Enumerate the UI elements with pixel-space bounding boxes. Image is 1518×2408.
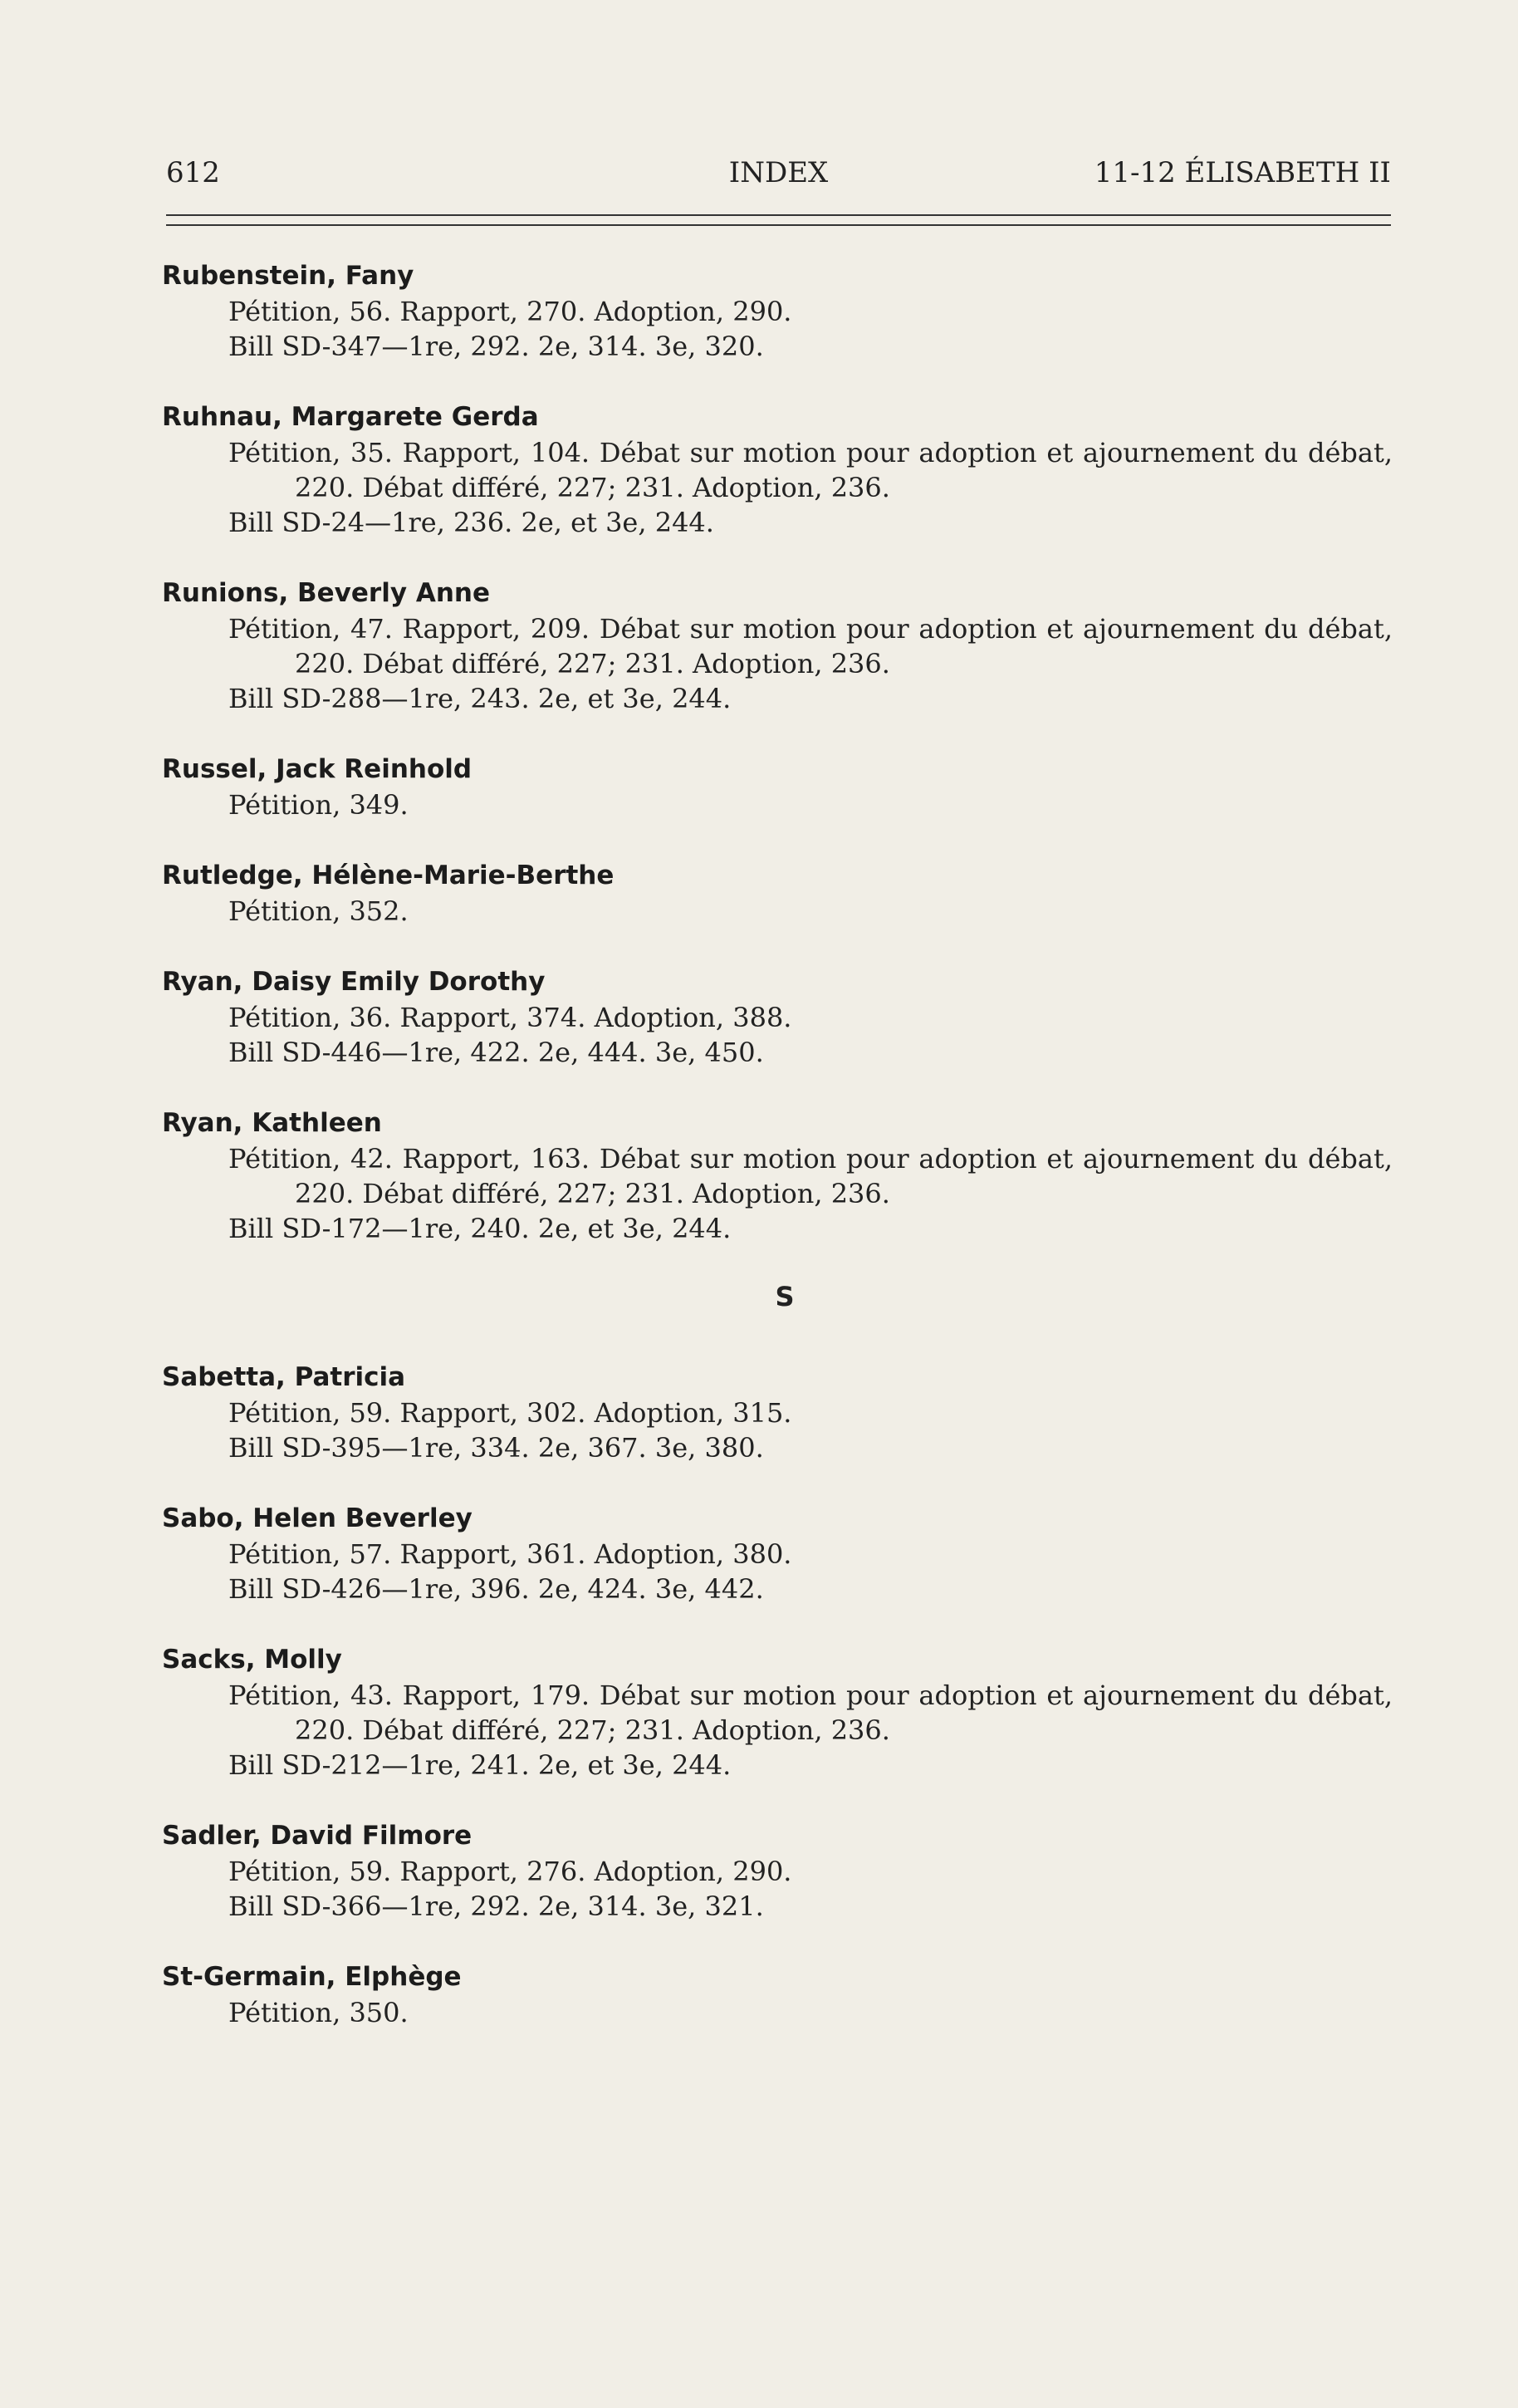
entry-name: Runions, Beverly Anne — [162, 578, 490, 608]
entry-name: Sabo, Helen Beverley — [162, 1503, 473, 1533]
entry-reference-line: Bill SD-212—1re, 241. 2e, et 3e, 244. — [228, 1749, 732, 1781]
entry-reference-line: Pétition, 59. Rapport, 302. Adoption, 315. — [228, 1397, 792, 1429]
section-letter: S — [775, 1281, 795, 1312]
entry-reference-line: Bill SD-426—1re, 396. 2e, 424. 3e, 442. — [228, 1573, 764, 1605]
running-title: INDEX — [728, 156, 829, 189]
index-entry — [162, 575, 1393, 716]
index-entry — [162, 1641, 1393, 1783]
entry-name: Ryan, Daisy Emily Dorothy — [162, 967, 546, 997]
entries-s — [162, 1359, 1393, 2030]
entry-reference-line: Pétition, 352. — [228, 895, 409, 927]
entry-reference-line: Pétition, 42. Rapport, 163. Débat sur motion pour adoption et ajournement du débat, 220. Débat différé, 227; 231. Adoption, 236. — [228, 1143, 1393, 1209]
entry-reference-line: Pétition, 36. Rapport, 374. Adoption, 388. — [228, 1002, 792, 1033]
header-double-rule — [166, 214, 1391, 226]
entry-reference-line: Pétition, 43. Rapport, 179. Débat sur motion pour adoption et ajournement du débat, 220. Débat différé, 227; 231. Adoption, 236. — [228, 1680, 1393, 1746]
index-entry — [162, 399, 1393, 540]
entry-reference-line: Bill SD-347—1re, 292. 2e, 314. 3e, 320. — [228, 331, 764, 362]
entry-reference-line: Bill SD-172—1re, 240. 2e, et 3e, 244. — [228, 1213, 732, 1244]
entry-reference-line: Pétition, 56. Rapport, 270. Adoption, 290. — [228, 296, 792, 327]
entry-name: Russel, Jack Reinhold — [162, 754, 473, 784]
page-number: 612 — [166, 156, 220, 189]
entry-reference-line: Pétition, 47. Rapport, 209. Débat sur motion pour adoption et ajournement du débat, 220. Débat différé, 227; 231. Adoption, 236. — [228, 613, 1393, 679]
entry-name: Sadler, David Filmore — [162, 1821, 473, 1851]
entry-reference-line: Pétition, 59. Rapport, 276. Adoption, 290. — [228, 1856, 792, 1887]
entry-name: Sacks, Molly — [162, 1645, 342, 1675]
entry-reference-line: Pétition, 350. — [228, 1997, 409, 2028]
entry-reference-line: Bill SD-395—1re, 334. 2e, 367. 3e, 380. — [228, 1432, 764, 1464]
entries-r — [162, 257, 1393, 1246]
index-entry — [162, 964, 1393, 1070]
index-content — [162, 257, 1393, 2065]
entry-name: Ruhnau, Margarete Gerda — [162, 402, 539, 432]
index-entry — [162, 751, 1393, 822]
entry-reference-line: Bill SD-366—1re, 292. 2e, 314. 3e, 321. — [228, 1891, 764, 1922]
entry-reference-line: Pétition, 349. — [228, 789, 409, 821]
entry-name: St-Germain, Elphège — [162, 1962, 462, 1992]
index-entry — [162, 1359, 1393, 1465]
entry-reference-line: Pétition, 57. Rapport, 361. Adoption, 380. — [228, 1538, 792, 1570]
entry-reference-line: Pétition, 35. Rapport, 104. Débat sur motion pour adoption et ajournement du débat, 220. Débat différé, 227; 231. Adoption, 236. — [228, 437, 1393, 503]
entry-reference-line: Bill SD-288—1re, 243. 2e, et 3e, 244. — [228, 683, 732, 714]
entry-reference-line: Bill SD-446—1re, 422. 2e, 444. 3e, 450. — [228, 1037, 764, 1068]
index-entry — [162, 1105, 1393, 1246]
session-label: 11-12 ÉLISABETH II — [1094, 156, 1391, 189]
entry-reference-line: Bill SD-24—1re, 236. 2e, et 3e, 244. — [228, 507, 714, 538]
index-entry — [162, 257, 1393, 364]
entry-name: Ryan, Kathleen — [162, 1108, 382, 1138]
entry-name: Rubenstein, Fany — [162, 261, 414, 291]
page-header — [166, 156, 1391, 198]
index-entry — [162, 1500, 1393, 1606]
index-entry — [162, 1959, 1393, 2030]
entry-name: Sabetta, Patricia — [162, 1362, 406, 1392]
entry-name: Rutledge, Hélène-Marie-Berthe — [162, 861, 615, 890]
index-entry — [162, 1817, 1393, 1924]
index-entry — [162, 857, 1393, 929]
